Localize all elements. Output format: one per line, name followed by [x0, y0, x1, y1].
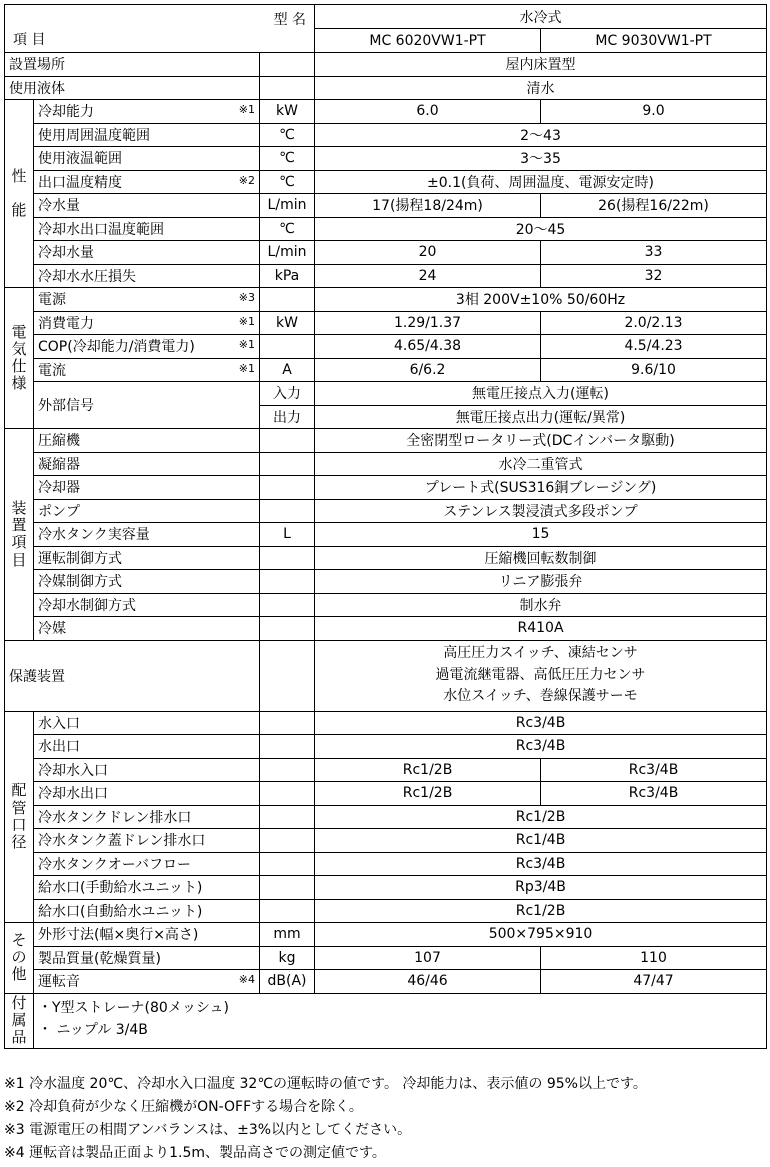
cooling-water-inlet-a: Rc1/2B [315, 758, 541, 782]
external-input-label: 入力 [260, 382, 315, 406]
refrigerant-control-value: リニア膨張弁 [315, 570, 767, 594]
noise-unit: dB(A) [260, 970, 315, 994]
power-supply-unit [260, 288, 315, 312]
pump-value: ステンレス製浸漬式多段ポンプ [315, 499, 767, 523]
tank-lid-drain-value: Rc1/4B [315, 829, 767, 853]
row-noise [5, 970, 767, 994]
liquid-temp-value: 3〜35 [315, 147, 767, 171]
category-piping: 配 管 口 径 [5, 711, 34, 923]
liquid-temp-unit: ℃ [260, 147, 315, 171]
row-pressure-loss [5, 264, 767, 288]
protection-line: 過電流継電器、高低圧圧力センサ [435, 666, 646, 683]
water-inlet-value: Rc3/4B [315, 711, 767, 735]
accessories-list [34, 993, 767, 1048]
row-cooling-water-control [5, 593, 767, 617]
row-weight [5, 946, 767, 970]
cop-label: COP(冷却能力/消費電力) ※1 [34, 335, 260, 359]
cooler-label: 冷却器 [34, 476, 260, 500]
cooling-capacity-a: 6.0 [315, 100, 541, 124]
row-tank-overflow [5, 852, 767, 876]
chilled-flow-label: 冷水量 [34, 194, 260, 218]
dimensions-value: 500×795×910 [315, 923, 767, 947]
power-consumption-a: 1.29/1.37 [315, 311, 541, 335]
row-refrigerant [5, 617, 767, 641]
current-unit: A [260, 358, 315, 382]
cop-unit [260, 335, 315, 359]
footnote-ref: ※1 [238, 314, 255, 328]
supply-auto-label: 給水口(自動給水ユニット) [34, 899, 260, 923]
current-b: 9.6/10 [541, 358, 767, 382]
outlet-accuracy-value: ±0.1(負荷、周囲温度、電源安定時) [315, 170, 767, 194]
cooling-water-inlet-label: 冷却水入口 [34, 758, 260, 782]
pump-unit [260, 499, 315, 523]
row-power-supply [5, 288, 767, 312]
tank-overflow-label: 冷水タンクオーバフロー [34, 852, 260, 876]
refrigerant-control-label: 冷媒制御方式 [34, 570, 260, 594]
water-outlet-value: Rc3/4B [315, 735, 767, 759]
refrigerant-label: 冷媒 [34, 617, 260, 641]
row-cooling-water-temp [5, 217, 767, 241]
water-inlet-label: 水入口 [34, 711, 260, 735]
cooler-unit [260, 476, 315, 500]
row-liquid-temp [5, 147, 767, 171]
tank-capacity-label: 冷水タンク実容量 [34, 523, 260, 547]
row-cooling-water-flow [5, 241, 767, 265]
footnote-ref: ※1 [238, 103, 255, 117]
footnotes [4, 1073, 766, 1165]
chilled-flow-a: 17(揚程18/24m) [315, 194, 541, 218]
row-condenser [5, 452, 767, 476]
outlet-accuracy-label: 出口温度精度 ※2 [34, 170, 260, 194]
power-consumption-unit: kW [260, 311, 315, 335]
cooling-water-inlet-b: Rc3/4B [541, 758, 767, 782]
cooling-water-flow-a: 20 [315, 241, 541, 265]
compressor-unit [260, 429, 315, 453]
water-outlet-unit [260, 735, 315, 759]
chilled-flow-unit: L/min [260, 194, 315, 218]
pump-label: ポンプ [34, 499, 260, 523]
spec-table [4, 4, 767, 1049]
footnote-ref: ※2 [238, 173, 255, 187]
cooling-capacity-unit: kW [260, 100, 315, 124]
row-pump [5, 499, 767, 523]
cooling-water-flow-label: 冷却水量 [34, 241, 260, 265]
outlet-accuracy-unit: ℃ [260, 170, 315, 194]
row-operation-control [5, 546, 767, 570]
row-tank-capacity [5, 523, 767, 547]
footnote-ref: ※1 [238, 338, 255, 352]
row-cooling-water-outlet [5, 782, 767, 806]
supply-manual-unit [260, 876, 315, 900]
location-label: 設置場所 [5, 53, 260, 77]
location-value: 屋内床置型 [315, 53, 767, 77]
weight-label: 製品質量(乾燥質量) [34, 946, 260, 970]
cooling-water-outlet-a: Rc1/2B [315, 782, 541, 806]
protection-line: 高圧圧力スイッチ、凍結センサ [443, 644, 638, 661]
power-supply-value: 3相 200V±10% 50/60Hz [315, 288, 767, 312]
water-inlet-unit [260, 711, 315, 735]
row-compressor [5, 429, 767, 453]
supply-manual-label: 給水口(手動給水ユニット) [34, 876, 260, 900]
accessory-item: ・Y型ストレーナ(80メッシュ) [38, 999, 230, 1016]
ambient-temp-unit: ℃ [260, 123, 315, 147]
footnote: ※4 運転音は製品正面より1.5m、製品高さでの測定値です。 [4, 1145, 386, 1161]
row-accessories [5, 993, 767, 1048]
row-protection [5, 640, 767, 711]
model-a-name: MC 6020VW1-PT [315, 29, 541, 53]
row-cooler [5, 476, 767, 500]
pressure-loss-label: 冷却水水圧損失 [34, 264, 260, 288]
category-accessories: 付 属 品 [5, 993, 34, 1048]
row-water-outlet [5, 735, 767, 759]
footnote-ref: ※1 [238, 361, 255, 375]
cooling-water-temp-unit: ℃ [260, 217, 315, 241]
external-input-value: 無電圧接点入力(運転) [315, 382, 767, 406]
header-row-1 [5, 5, 767, 29]
noise-label: 運転音 ※4 [34, 970, 260, 994]
compressor-value: 全密閉型ロータリー式(DCインバータ駆動) [315, 429, 767, 453]
cooling-water-control-label: 冷却水制御方式 [34, 593, 260, 617]
footnote: ※2 冷却負荷が少なく圧縮機がON-OFFする場合を除く。 [4, 1099, 363, 1115]
refrigerant-control-unit [260, 570, 315, 594]
row-cop [5, 335, 767, 359]
tank-overflow-unit [260, 852, 315, 876]
cooling-water-outlet-unit [260, 782, 315, 806]
dimensions-label: 外形寸法(幅×奥行×高さ) [34, 923, 260, 947]
row-water-inlet [5, 711, 767, 735]
cooling-water-outlet-label: 冷却水出口 [34, 782, 260, 806]
ambient-temp-label: 使用周囲温度範囲 [34, 123, 260, 147]
current-label: 電流 ※1 [34, 358, 260, 382]
footnote-ref: ※3 [238, 291, 255, 305]
tank-capacity-value: 15 [315, 523, 767, 547]
row-cooling-water-inlet [5, 758, 767, 782]
weight-b: 110 [541, 946, 767, 970]
operation-control-value: 圧縮機回転数制御 [315, 546, 767, 570]
supply-manual-value: Rp3/4B [315, 876, 767, 900]
external-signal-label: 外部信号 [34, 382, 260, 429]
condenser-label: 凝縮器 [34, 452, 260, 476]
protection-line: 水位スイッチ、巻線保護サーモ [443, 688, 638, 705]
external-output-label: 出力 [260, 405, 315, 429]
power-consumption-b: 2.0/2.13 [541, 311, 767, 335]
row-refrigerant-control [5, 570, 767, 594]
footnote-ref: ※4 [238, 973, 255, 987]
supply-auto-unit [260, 899, 315, 923]
model-b-name: MC 9030VW1-PT [541, 29, 767, 53]
noise-b: 47/47 [541, 970, 767, 994]
tank-drain-unit [260, 805, 315, 829]
cooling-water-control-value: 制水弁 [315, 593, 767, 617]
row-location [5, 53, 767, 77]
tank-capacity-unit: L [260, 523, 315, 547]
category-performance: 性 能 [5, 100, 34, 288]
cooling-water-inlet-unit [260, 758, 315, 782]
row-supply-manual [5, 876, 767, 900]
cop-b: 4.5/4.23 [541, 335, 767, 359]
row-dimensions [5, 923, 767, 947]
water-outlet-label: 水出口 [34, 735, 260, 759]
model-label: 型 名 [273, 12, 307, 28]
operation-control-unit [260, 546, 315, 570]
cooling-water-flow-unit: L/min [260, 241, 315, 265]
refrigerant-value: R410A [315, 617, 767, 641]
location-unit [260, 53, 315, 77]
accessory-item: ・ ニップル 3/4B [38, 1021, 148, 1038]
category-equipment: 装 置 項 目 [5, 429, 34, 641]
liquid-temp-label: 使用液温範囲 [34, 147, 260, 171]
cooling-water-outlet-b: Rc3/4B [541, 782, 767, 806]
footnote: ※1 冷水温度 20℃、冷却水入口温度 32℃の運転時の値です。 冷却能力は、表示値の 95%以上です。 [4, 1076, 647, 1092]
row-liquid [5, 76, 767, 100]
condenser-value: 水冷二重管式 [315, 452, 767, 476]
row-chilled-flow [5, 194, 767, 218]
row-current [5, 358, 767, 382]
header-corner-cell [5, 5, 315, 53]
cooling-water-temp-value: 20〜45 [315, 217, 767, 241]
tank-lid-drain-label: 冷水タンク蓋ドレン排水口 [34, 829, 260, 853]
row-ambient-temp [5, 123, 767, 147]
chilled-flow-b: 26(揚程16/22m) [541, 194, 767, 218]
liquid-unit [260, 76, 315, 100]
liquid-label: 使用液体 [5, 76, 260, 100]
pressure-loss-b: 32 [541, 264, 767, 288]
noise-a: 46/46 [315, 970, 541, 994]
weight-unit: kg [260, 946, 315, 970]
protection-label: 保護装置 [5, 640, 260, 711]
protection-value [315, 640, 767, 711]
operation-control-label: 運転制御方式 [34, 546, 260, 570]
row-power-consumption [5, 311, 767, 335]
cooling-capacity-label: 冷却能力 ※1 [34, 100, 260, 124]
weight-a: 107 [315, 946, 541, 970]
cooling-capacity-b: 9.0 [541, 100, 767, 124]
refrigerant-unit [260, 617, 315, 641]
dimensions-unit: mm [260, 923, 315, 947]
row-external-input [5, 382, 767, 406]
item-label: 項 目 [13, 32, 46, 48]
cooling-type: 水冷式 [315, 5, 767, 29]
supply-auto-value: Rc1/2B [315, 899, 767, 923]
row-tank-drain [5, 805, 767, 829]
tank-lid-drain-unit [260, 829, 315, 853]
pressure-loss-unit: kPa [260, 264, 315, 288]
ambient-temp-value: 2〜43 [315, 123, 767, 147]
current-a: 6/6.2 [315, 358, 541, 382]
power-consumption-label: 消費電力 ※1 [34, 311, 260, 335]
power-supply-label: 電源 ※3 [34, 288, 260, 312]
row-cooling-capacity [5, 100, 767, 124]
tank-drain-label: 冷水タンクドレン排水口 [34, 805, 260, 829]
footnote: ※3 電源電圧の相間アンバランスは、±3%以内としてください。 [4, 1122, 412, 1138]
row-outlet-accuracy [5, 170, 767, 194]
tank-drain-value: Rc1/2B [315, 805, 767, 829]
cooling-water-temp-label: 冷却水出口温度範囲 [34, 217, 260, 241]
condenser-unit [260, 452, 315, 476]
tank-overflow-value: Rc3/4B [315, 852, 767, 876]
row-supply-auto [5, 899, 767, 923]
protection-unit [260, 640, 315, 711]
category-electrical: 電 気 仕 様 [5, 288, 34, 429]
pressure-loss-a: 24 [315, 264, 541, 288]
category-other: そ の 他 [5, 923, 34, 994]
compressor-label: 圧縮機 [34, 429, 260, 453]
liquid-value: 清水 [315, 76, 767, 100]
row-tank-lid-drain [5, 829, 767, 853]
cooler-value: プレート式(SUS316銅ブレージング) [315, 476, 767, 500]
cooling-water-flow-b: 33 [541, 241, 767, 265]
cop-a: 4.65/4.38 [315, 335, 541, 359]
external-output-value: 無電圧接点出力(運転/異常) [315, 405, 767, 429]
cooling-water-control-unit [260, 593, 315, 617]
